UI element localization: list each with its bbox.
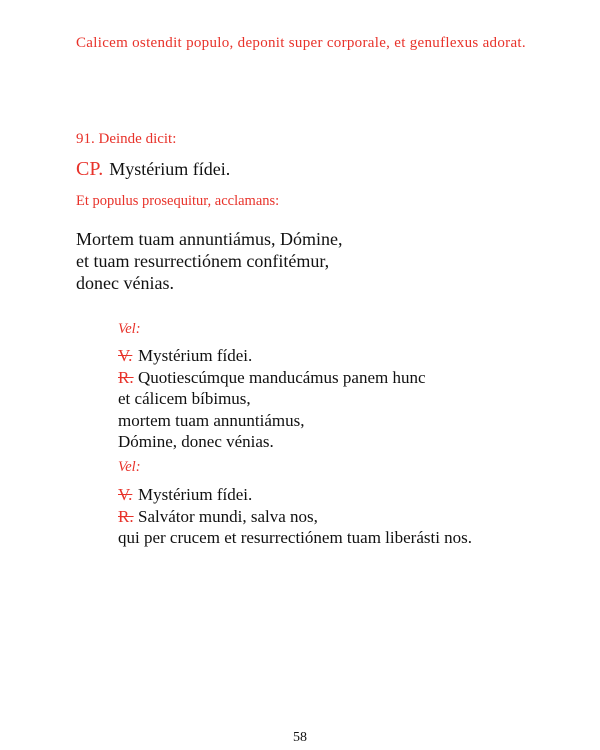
intro-rubric: Calicem ostendit populo, deponit super corporale, et genuflexus adorat.	[76, 35, 526, 51]
response-symbol: R.	[118, 367, 134, 387]
versicle-text: Mystérium fídei.	[138, 346, 253, 365]
versicle-line	[118, 484, 472, 506]
response-line	[118, 367, 426, 389]
acclamation-line: Mortem tuam annuntiámus, Dómine,	[76, 229, 343, 249]
versicle-line	[118, 345, 426, 367]
cp-text: Mystérium fídei.	[109, 159, 231, 179]
versicle-text: Mystérium fídei.	[138, 485, 253, 504]
acclamation-text	[76, 228, 342, 294]
cp-label: CP.	[76, 158, 104, 180]
versicle-symbol: V.	[118, 485, 133, 504]
vel-rubric: Vel:	[118, 321, 141, 337]
alternative-dialog-1	[118, 345, 426, 453]
versicle-symbol: V.	[118, 346, 133, 365]
alternative-dialog-2	[118, 484, 472, 549]
response-line	[118, 506, 472, 528]
response-line: mortem tuam annuntiámus,	[118, 410, 305, 430]
acclamation-line: donec vénias.	[76, 273, 174, 293]
response-line: Dómine, donec vénias.	[118, 432, 274, 451]
response-line: qui per crucem et resurrectiónem tuam liberásti nos.	[118, 528, 473, 547]
response-text: Quotiescúmque manducámus panem hunc	[138, 367, 426, 387]
acclamation-line: et tuam resurrectiónem confitémur,	[76, 251, 330, 271]
response-symbol: R.	[118, 506, 134, 526]
populus-rubric: Et populus prosequitur, acclamans:	[76, 193, 280, 209]
vel-rubric: Vel:	[118, 459, 141, 475]
celebrant-line	[76, 158, 230, 181]
page-number: 58	[293, 730, 307, 745]
section-heading-rubric: 91. Deinde dicit:	[76, 131, 177, 147]
response-line: et cálicem bíbimus,	[118, 389, 251, 408]
response-text: Salvátor mundi, salva nos,	[138, 506, 318, 526]
